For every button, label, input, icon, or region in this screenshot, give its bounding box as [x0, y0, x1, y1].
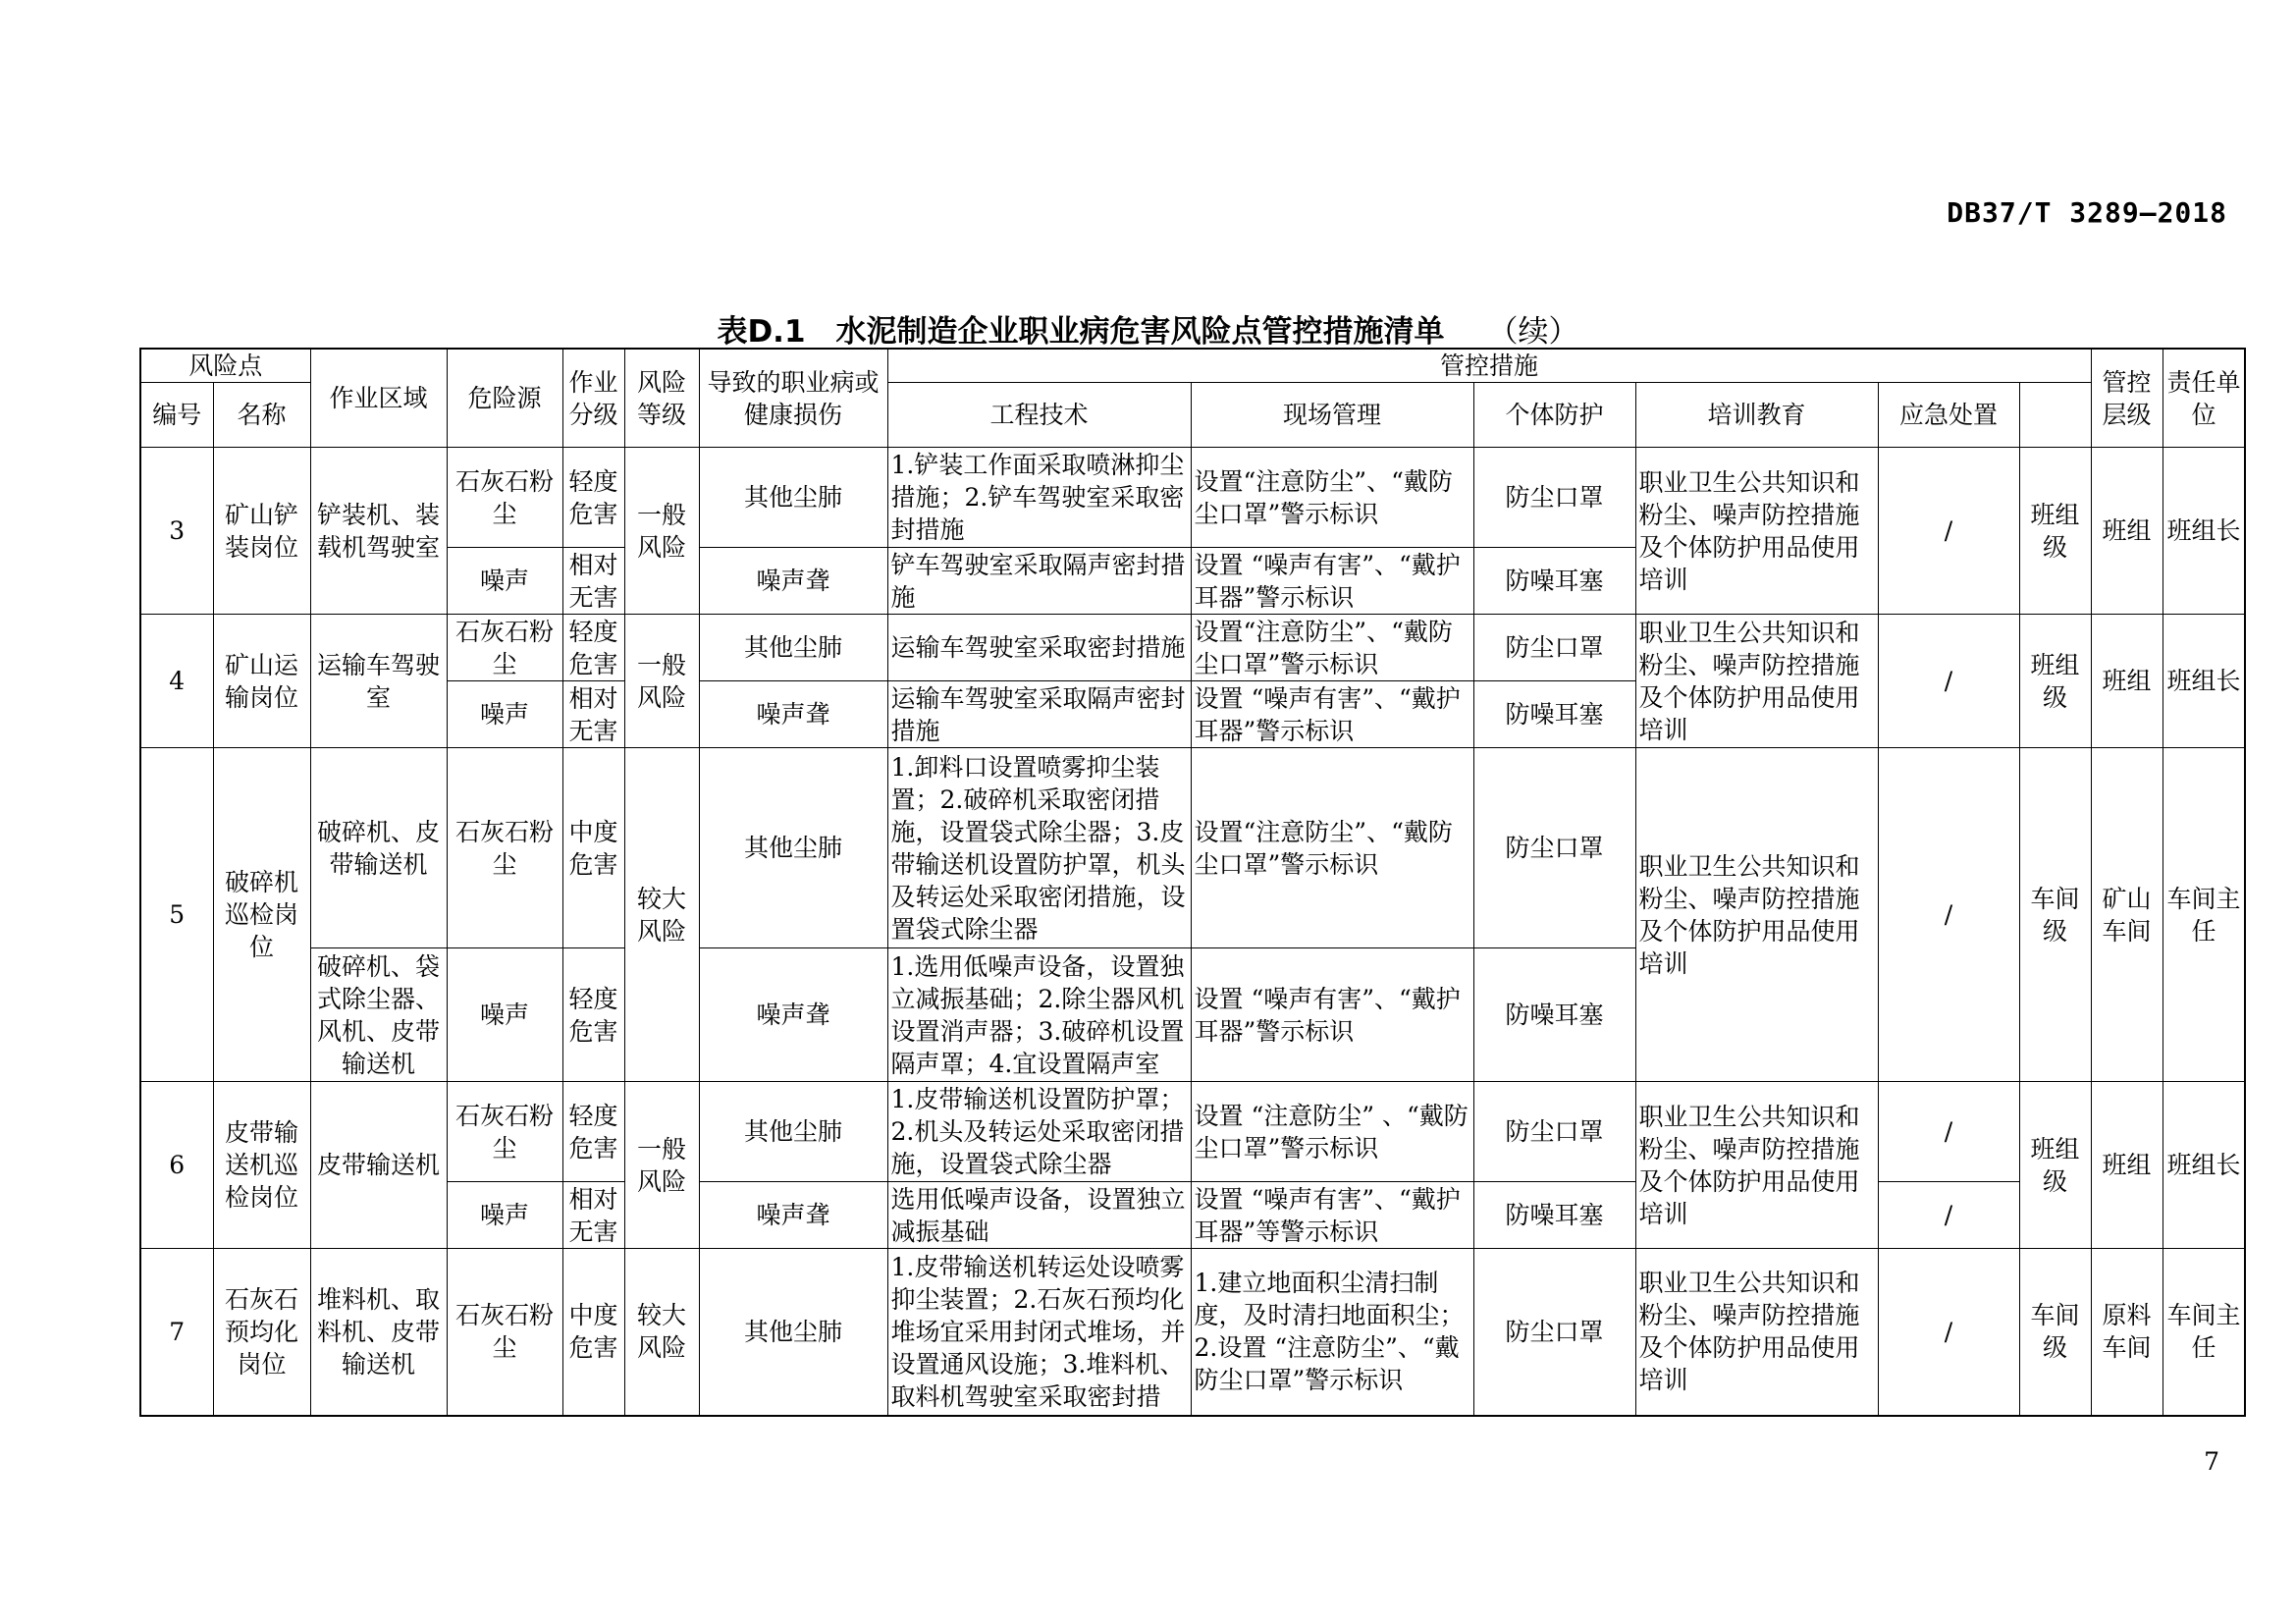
cell-site-mgmt: 设置 “注意防尘” 、“戴防尘口罩”警示标识 — [1191, 1082, 1473, 1182]
cell-training: 职业卫生公共知识和粉尘、噪声防控措施及个体防护用品使用培训 — [1635, 615, 1878, 748]
cell-ppe: 防噪耳塞 — [1473, 548, 1635, 615]
cell-hazard: 石灰石粉尘 — [447, 1082, 562, 1182]
page-number: 7 — [2204, 1447, 2219, 1476]
cell-no: 3 — [140, 448, 213, 615]
cell-ppe: 防尘口罩 — [1473, 615, 1635, 681]
header-work-class: 作业分级 — [562, 349, 624, 448]
cell-name: 矿山运输岗位 — [213, 615, 310, 748]
header-ppe: 个体防护 — [1473, 383, 1635, 448]
cell-no: 6 — [140, 1082, 213, 1249]
cell-training: 职业卫生公共知识和粉尘、噪声防控措施及个体防护用品使用培训 — [1635, 1082, 1878, 1249]
cell-work-class: 轻度危害 — [562, 615, 624, 681]
header-risk-point: 风险点 — [140, 349, 310, 383]
cell-area: 破碎机、皮带输送机 — [310, 748, 447, 948]
cell-disease: 其他尘肺 — [699, 615, 887, 681]
cell-engineering: 铲车驾驶室采取隔声密封措施 — [887, 548, 1191, 615]
cell-disease: 其他尘肺 — [699, 1082, 887, 1182]
cell-ppe: 防噪耳塞 — [1473, 681, 1635, 748]
cell-training: 职业卫生公共知识和粉尘、噪声防控措施及个体防护用品使用培训 — [1635, 448, 1878, 615]
cell-work-class: 轻度危害 — [562, 448, 624, 548]
cell-resp-person: 车间主任 — [2163, 1249, 2245, 1416]
cell-training: 职业卫生公共知识和粉尘、噪声防控措施及个体防护用品使用培训 — [1635, 748, 1878, 1082]
cell-area: 皮带输送机 — [310, 1082, 447, 1249]
cell-hazard: 噪声 — [447, 1182, 562, 1249]
cell-disease: 噪声聋 — [699, 948, 887, 1082]
cell-work-class: 轻度危害 — [562, 948, 624, 1082]
cell-hazard: 石灰石粉尘 — [447, 1249, 562, 1416]
cell-control-level: 班组级 — [2019, 1082, 2091, 1249]
table-title — [0, 306, 2296, 351]
cell-hazard: 噪声 — [447, 548, 562, 615]
cell-engineering: 1.皮带输送机设置防护罩；2.机头及转运处采取密闭措施，设置袋式除尘器 — [887, 1082, 1191, 1182]
table-row — [140, 1082, 2245, 1182]
cell-resp-unit: 班组 — [2091, 1082, 2163, 1249]
table-continued-label: （续） — [1487, 314, 1579, 350]
cell-resp-unit: 班组 — [2091, 448, 2163, 615]
cell-engineering: 运输车驾驶室采取密封措施 — [887, 615, 1191, 681]
cell-resp-unit: 矿山车间 — [2091, 748, 2163, 1082]
cell-engineering: 1.铲装工作面采取喷淋抑尘措施；2.铲车驾驶室采取密封措施 — [887, 448, 1191, 548]
cell-site-mgmt: 1.建立地面积尘清扫制度，及时清扫地面积尘；2.设置 “注意防尘”、“戴防尘口罩”警示标识 — [1191, 1249, 1473, 1416]
cell-engineering: 运输车驾驶室采取隔声密封措施 — [887, 681, 1191, 748]
header-emergency: 应急处置 — [1878, 383, 2019, 448]
cell-site-mgmt: 设置 “噪声有害”、“戴护耳器”警示标识 — [1191, 548, 1473, 615]
header-control-level: 管控层级 — [2091, 349, 2163, 448]
cell-engineering: 1.卸料口设置喷雾抑尘装置；2.破碎机采取密闭措施，设置袋式除尘器；3.皮带输送机设置防护罩，机头及转运处采取密闭措施，设置袋式除尘器 — [887, 748, 1191, 948]
table-title-text: 表D.1 水泥制造企业职业病危害风险点管控措施清单 — [717, 314, 1445, 350]
cell-area: 运输车驾驶室 — [310, 615, 447, 748]
cell-control-level: 班组级 — [2019, 448, 2091, 615]
cell-hazard: 噪声 — [447, 948, 562, 1082]
cell-disease: 噪声聋 — [699, 548, 887, 615]
cell-engineering: 1.皮带输送机转运处设喷雾抑尘装置；2.石灰石预均化堆场宜采用封闭式堆场，并设置通风设施；3.堆料机、取料机驾驶室采取密封措 — [887, 1249, 1191, 1416]
cell-resp-person: 班组长 — [2163, 615, 2245, 748]
cell-disease: 其他尘肺 — [699, 748, 887, 948]
cell-area: 铲装机、装载机驾驶室 — [310, 448, 447, 615]
cell-name: 皮带输送机巡检岗位 — [213, 1082, 310, 1249]
cell-hazard: 噪声 — [447, 681, 562, 748]
cell-site-mgmt: 设置“注意防尘”、“戴防尘口罩”警示标识 — [1191, 448, 1473, 548]
header-no: 编号 — [140, 383, 213, 448]
cell-name: 石灰石预均化岗位 — [213, 1249, 310, 1416]
header-control-measures: 管控措施 — [887, 349, 2091, 383]
table-row — [140, 1249, 2245, 1416]
cell-disease: 噪声聋 — [699, 1182, 887, 1249]
cell-work-class: 相对无害 — [562, 548, 624, 615]
header-disease: 导致的职业病或健康损伤 — [699, 349, 887, 448]
cell-ppe: 防尘口罩 — [1473, 448, 1635, 548]
cell-name: 破碎机巡检岗位 — [213, 748, 310, 1082]
cell-ppe: 防尘口罩 — [1473, 748, 1635, 948]
header-risk-level: 风险等级 — [624, 349, 699, 448]
cell-ppe: 防尘口罩 — [1473, 1082, 1635, 1182]
cell-work-class: 相对无害 — [562, 1182, 624, 1249]
cell-site-mgmt: 设置 “噪声有害”、“戴护耳器”警示标识 — [1191, 948, 1473, 1082]
cell-name: 矿山铲装岗位 — [213, 448, 310, 615]
header-name: 名称 — [213, 383, 310, 448]
cell-emergency: / — [1878, 1249, 2019, 1416]
cell-risk-level: 一般风险 — [624, 1082, 699, 1249]
table-row — [140, 615, 2245, 681]
cell-resp-person: 车间主任 — [2163, 748, 2245, 1082]
cell-disease: 其他尘肺 — [699, 1249, 887, 1416]
cell-engineering: 1.选用低噪声设备，设置独立减振基础；2.除尘器风机设置消声器；3.破碎机设置隔声罩；4.宜设置隔声室 — [887, 948, 1191, 1082]
cell-disease: 噪声聋 — [699, 681, 887, 748]
cell-emergency: / — [1878, 448, 2019, 615]
cell-resp-person: 班组长 — [2163, 448, 2245, 615]
cell-hazard: 石灰石粉尘 — [447, 448, 562, 548]
cell-risk-level: 较大风险 — [624, 1249, 699, 1416]
cell-risk-level: 一般风险 — [624, 615, 699, 748]
cell-work-class: 相对无害 — [562, 681, 624, 748]
cell-emergency: / — [1878, 615, 2019, 748]
table-row — [140, 1182, 2245, 1249]
cell-work-class: 中度危害 — [562, 748, 624, 948]
cell-risk-level: 一般风险 — [624, 448, 699, 615]
cell-site-mgmt: 设置“注意防尘”、“戴防尘口罩”警示标识 — [1191, 615, 1473, 681]
cell-emergency: / — [1878, 1182, 2019, 1249]
cell-site-mgmt: 设置 “噪声有害”、“戴护耳器”等警示标识 — [1191, 1182, 1473, 1249]
cell-no: 4 — [140, 615, 213, 748]
cell-work-class: 中度危害 — [562, 1249, 624, 1416]
cell-control-level: 车间级 — [2019, 1249, 2091, 1416]
cell-work-class: 轻度危害 — [562, 1082, 624, 1182]
table-row — [140, 448, 2245, 548]
cell-site-mgmt: 设置 “噪声有害”、“戴护耳器”警示标识 — [1191, 681, 1473, 748]
cell-control-level: 班组级 — [2019, 615, 2091, 748]
cell-emergency: / — [1878, 1082, 2019, 1182]
cell-training: 职业卫生公共知识和粉尘、噪声防控措施及个体防护用品使用培训 — [1635, 1249, 1878, 1416]
header-resp-unit: 责任单位 — [2163, 349, 2245, 448]
cell-resp-unit: 班组 — [2091, 615, 2163, 748]
risk-control-table — [139, 348, 2246, 1417]
header-area: 作业区域 — [310, 349, 447, 448]
cell-hazard: 石灰石粉尘 — [447, 748, 562, 948]
cell-area: 堆料机、取料机、皮带输送机 — [310, 1249, 447, 1416]
standard-code: DB37/T 3289—2018 — [1947, 196, 2227, 229]
cell-control-level: 车间级 — [2019, 748, 2091, 1082]
header-engineering: 工程技术 — [887, 383, 1191, 448]
cell-disease: 其他尘肺 — [699, 448, 887, 548]
cell-resp-unit: 原料车间 — [2091, 1249, 2163, 1416]
cell-site-mgmt: 设置“注意防尘”、“戴防尘口罩”警示标识 — [1191, 748, 1473, 948]
cell-hazard: 石灰石粉尘 — [447, 615, 562, 681]
cell-ppe: 防尘口罩 — [1473, 1249, 1635, 1416]
cell-ppe: 防噪耳塞 — [1473, 948, 1635, 1082]
cell-engineering: 选用低噪声设备，设置独立减振基础 — [887, 1182, 1191, 1249]
cell-ppe: 防噪耳塞 — [1473, 1182, 1635, 1249]
cell-resp-person: 班组长 — [2163, 1082, 2245, 1249]
cell-risk-level: 较大风险 — [624, 748, 699, 1082]
cell-no: 5 — [140, 748, 213, 1082]
header-site-mgmt: 现场管理 — [1191, 383, 1473, 448]
header-training: 培训教育 — [1635, 383, 1878, 448]
cell-emergency: / — [1878, 748, 2019, 1082]
cell-area: 破碎机、袋式除尘器、风机、皮带输送机 — [310, 948, 447, 1082]
table-row — [140, 748, 2245, 948]
header-hazard: 危险源 — [447, 349, 562, 448]
cell-no: 7 — [140, 1249, 213, 1416]
